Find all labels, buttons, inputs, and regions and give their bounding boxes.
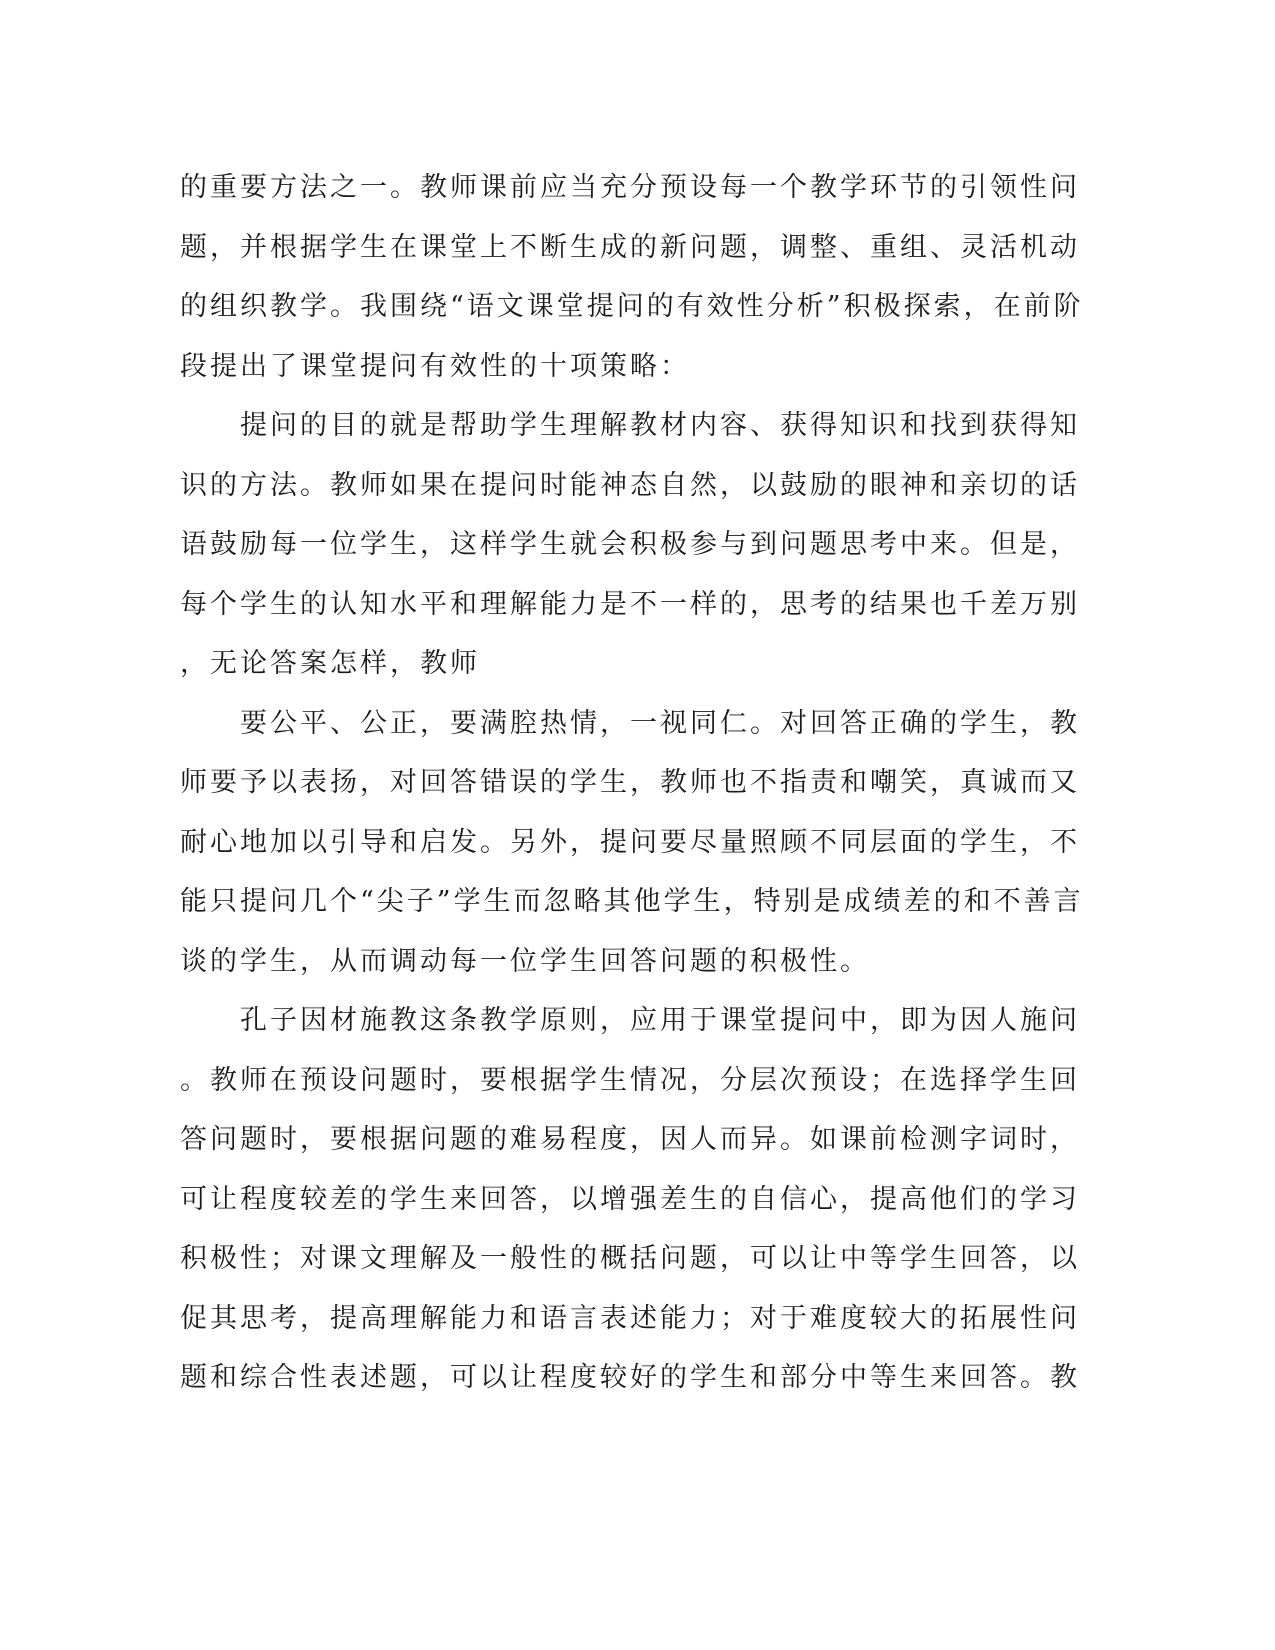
text-line: 要公平、公正，要满腔热情，一视同仁。对回答正确的学生，教 bbox=[180, 707, 1080, 739]
text-line: 能只提问几个“尖子”学生而忽略其他学生，特别是成绩差的和不善言 bbox=[180, 886, 1084, 917]
text-line: 题和综合性表述题，可以让程度较好的学生和部分中等生来回答。教 bbox=[180, 1362, 1080, 1393]
text-line: 题，并根据学生在课堂上不断生成的新问题，调整、重组、灵活机动 bbox=[180, 231, 1080, 263]
text-line: 孔子因材施教这条教学原则，应用于课堂提问中，即为因人施问 bbox=[180, 1005, 1080, 1036]
text-line: ，无论答案怎样，教师 bbox=[180, 648, 480, 679]
paragraph bbox=[180, 991, 1080, 1408]
text-line: 促其思考，提高理解能力和语言表述能力；对于难度较大的拓展性问 bbox=[180, 1302, 1080, 1334]
text-line: 。教师在预设问题时，要根据学生情况，分层次预设；在选择学生回 bbox=[180, 1064, 1080, 1096]
text-line: 的重要方法之一。教师课前应当充分预设每一个教学环节的引领性问 bbox=[180, 172, 1080, 203]
text-line: 的组织教学。我围绕“语文课堂提问的有效性分析”积极探索，在前阶 bbox=[180, 291, 1084, 322]
body-text bbox=[180, 158, 1084, 1408]
text-line: 师要予以表扬，对回答错误的学生，教师也不指责和嘲笑，真诚而又 bbox=[180, 767, 1080, 798]
text-line: 耐心地加以引导和启发。另外，提问要尽量照顾不同层面的学生，不 bbox=[180, 826, 1080, 858]
text-line: 谈的学生，从而调动每一位学生回答问题的积极性。 bbox=[180, 945, 870, 977]
text-line: 识的方法。教师如果在提问时能神态自然，以鼓励的眼神和亲切的话 bbox=[180, 469, 1080, 501]
paragraph bbox=[180, 396, 1080, 694]
paragraph bbox=[180, 694, 1084, 992]
text-line: 可让程度较差的学生来回答，以增强差生的自信心，提高他们的学习 bbox=[180, 1183, 1080, 1215]
paragraph bbox=[180, 158, 1084, 396]
text-line: 语鼓励每一位学生，这样学生就会积极参与到问题思考中来。但是， bbox=[180, 529, 1080, 560]
text-line: 积极性；对课文理解及一般性的概括问题，可以让中等学生回答，以 bbox=[180, 1243, 1080, 1274]
text-line: 每个学生的认知水平和理解能力是不一样的，思考的结果也千差万别 bbox=[180, 588, 1080, 620]
text-line: 提问的目的就是帮助学生理解教材内容、获得知识和找到获得知 bbox=[180, 410, 1080, 441]
text-line: 答问题时，要根据问题的难易程度，因人而异。如课前检测字词时， bbox=[180, 1124, 1080, 1155]
text-line: 段提出了课堂提问有效性的十项策略： bbox=[180, 350, 690, 382]
